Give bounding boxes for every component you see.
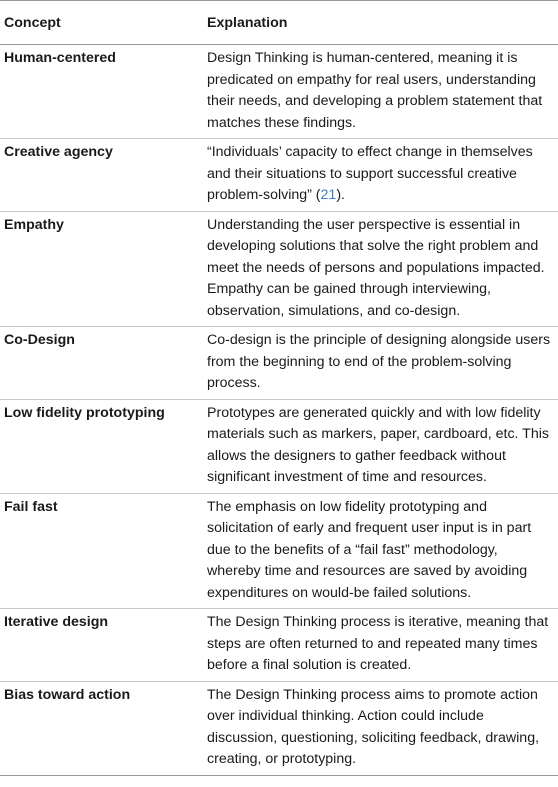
explanation-text: “Individuals’ capacity to effect change in themselves and their situations to support successful creative problem-solving” ( bbox=[207, 144, 533, 203]
concept-cell: Empathy bbox=[4, 216, 64, 233]
concept-cell: Low fidelity prototyping bbox=[4, 404, 165, 421]
citation-link[interactable]: 21 bbox=[320, 187, 337, 203]
concept-cell: Bias toward action bbox=[4, 686, 131, 703]
concept-column-header: Concept bbox=[4, 15, 61, 31]
table-body bbox=[0, 45, 558, 776]
explanation-cell: The emphasis on low fidelity prototyping and solicitation of early and frequent user input is in part due to the benefits of a “fail fast” methodology, whereby time and resources are saved by avoiding expenditures on would-be failed solutions. bbox=[207, 498, 532, 601]
concept-cell: Human-centered bbox=[4, 50, 116, 66]
table-row bbox=[0, 493, 558, 609]
explanation-cell bbox=[205, 139, 558, 212]
explanation-column-header: Explanation bbox=[207, 15, 288, 31]
explanation-cell: The Design Thinking process aims to promote action over individual thinking. Action could include discussion, questioning, soliciting feedback, drawing, creating, or prototyping. bbox=[207, 686, 540, 767]
concept-cell: Creative agency bbox=[4, 144, 113, 160]
explanation-cell: Design Thinking is human-centered, meaning it is predicated on empathy for real users, understanding their needs, and developing a problem statement that matches these findings. bbox=[207, 50, 543, 131]
explanation-cell: Prototypes are generated quickly and with low fidelity materials such as markers, paper, cardboard, etc. This allows the designers to gather feedback without significant investment of time and resources. bbox=[207, 404, 549, 485]
table-row bbox=[0, 45, 558, 139]
concept-cell: Co-Design bbox=[4, 332, 75, 348]
explanation-cell: Co-design is the principle of designing alongside users from the beginning to end of the problem-solving process. bbox=[207, 332, 551, 391]
explanation-cell: The Design Thinking process is iterative, meaning that steps are often returned to and repeated many times before a final solution is created. bbox=[207, 614, 549, 673]
table-header bbox=[0, 1, 558, 45]
explanation-text: ). bbox=[336, 187, 345, 203]
table-row bbox=[0, 139, 558, 212]
explanation-cell: Understanding the user perspective is essential in developing solutions that solve the right problem and meet the needs of persons and populations impacted. Empathy can be gained through interviewing, observation, simulations, and co-design. bbox=[207, 216, 545, 319]
table-row bbox=[0, 399, 558, 493]
table-row bbox=[0, 211, 558, 327]
concept-cell: Iterative design bbox=[4, 614, 109, 630]
table-row bbox=[0, 681, 558, 775]
table-row bbox=[0, 609, 558, 682]
concept-cell: Fail fast bbox=[4, 498, 58, 515]
header-row bbox=[0, 1, 558, 45]
table-row bbox=[0, 327, 558, 400]
